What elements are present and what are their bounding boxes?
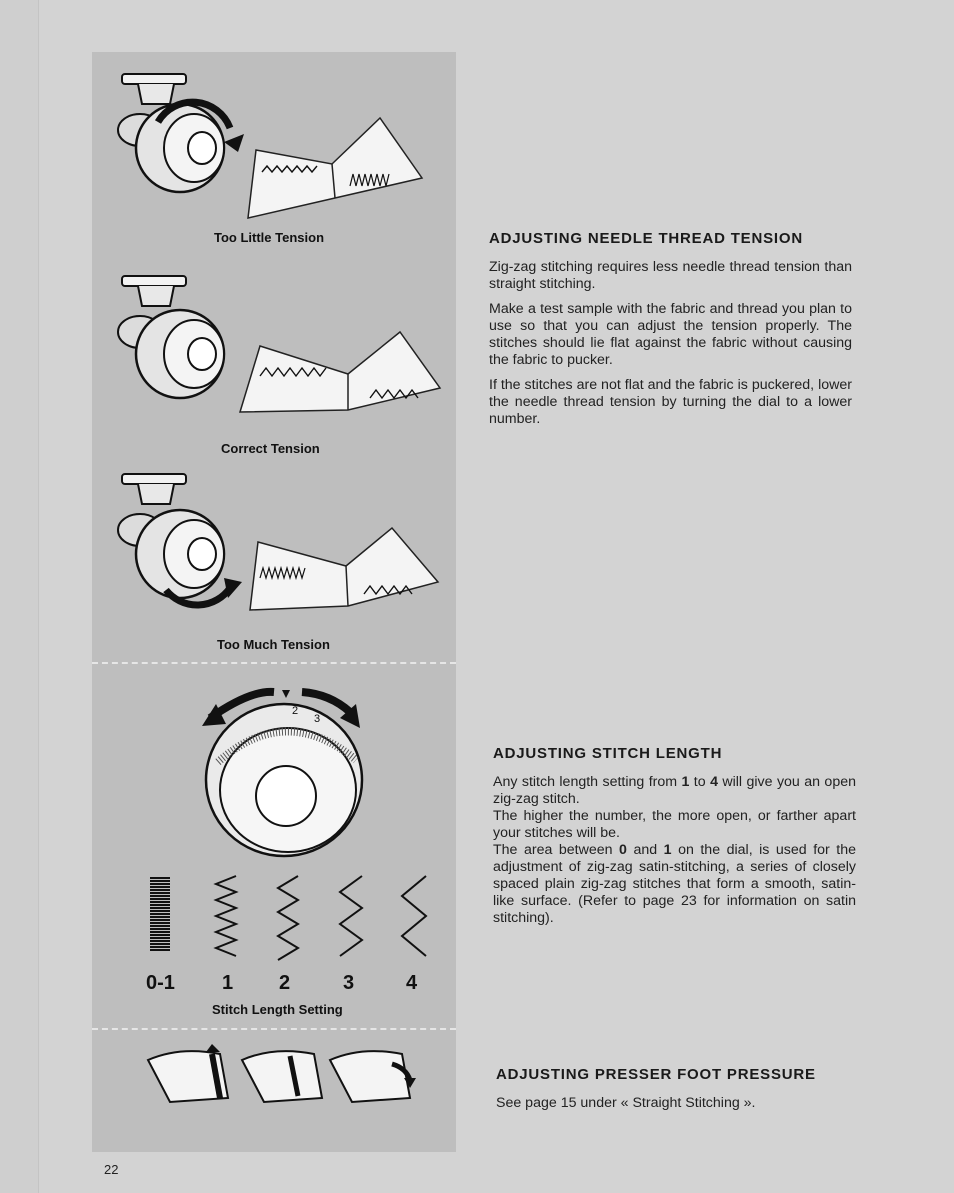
stitch-length-heading: ADJUSTING STITCH LENGTH (493, 745, 723, 762)
correct-tension-caption: Correct Tension (221, 441, 320, 456)
presser-foot-text: See page 15 under « Straight Stitching ». (496, 1095, 756, 1111)
page-edge (0, 0, 39, 1193)
divider-line (92, 662, 456, 664)
stitch-label-2: 2 (279, 972, 291, 994)
stitch-label-1: 1 (222, 972, 234, 994)
stitch-label-4: 4 (406, 972, 418, 994)
stitch-label-0-1: 0-1 (146, 972, 175, 994)
page-number: 22 (104, 1162, 119, 1177)
stitch-length-caption: Stitch Length Setting (212, 1002, 343, 1017)
needle-tension-heading: ADJUSTING NEEDLE THREAD TENSION (489, 230, 803, 247)
presser-foot-section (496, 1066, 866, 1120)
too-much-tension-caption: Too Much Tension (217, 637, 330, 652)
needle-tension-paragraph-2: Make a test sample with the fabric and thread you plan to use so that you can adjust the tension properly. The stitches should lie flat against the fabric without causing the fabric to pucker. (489, 301, 852, 368)
correct-tension-illustration (100, 272, 450, 432)
needle-tension-paragraph-1: Zig-zag stitching requires less needle thread tension than straight stitching. (489, 259, 852, 292)
stitch-length-paragraph-3: The area between 0 and 1 on the dial, is used for the adjustment of zig-zag satin-stitching, a series of closely spaced plain zig-zag stitches that form a smooth, satin-like surface. (Refer to page 23 for information on satin stitching). (493, 842, 856, 926)
presser-foot-pressure-illustration (140, 1040, 430, 1110)
too-little-tension-illustration (100, 68, 450, 228)
stitch-length-dial-illustration (190, 682, 390, 862)
too-little-tension-caption: Too Little Tension (214, 230, 325, 245)
stitch-length-patterns-illustration (140, 870, 440, 970)
divider-line-2 (92, 1028, 456, 1030)
needle-tension-paragraph-3: If the stitches are not flat and the fabric is puckered, lower the needle thread tension by turning the dial to a lower number. (489, 377, 852, 427)
stitch-length-section (493, 745, 856, 927)
stitch-length-paragraph-1: Any stitch length setting from 1 to 4 will give you an open zig-zag stitch. (493, 774, 856, 807)
needle-tension-section (489, 230, 852, 436)
stitch-label-3: 3 (343, 972, 355, 994)
stitch-length-paragraph-2: The higher the number, the more open, or farther apart your stitches will be. (493, 808, 856, 841)
too-much-tension-illustration (100, 470, 450, 630)
svg-text:3: 3 (314, 713, 321, 725)
svg-text:2: 2 (292, 705, 299, 717)
presser-foot-heading: ADJUSTING PRESSER FOOT PRESSURE (496, 1066, 816, 1083)
